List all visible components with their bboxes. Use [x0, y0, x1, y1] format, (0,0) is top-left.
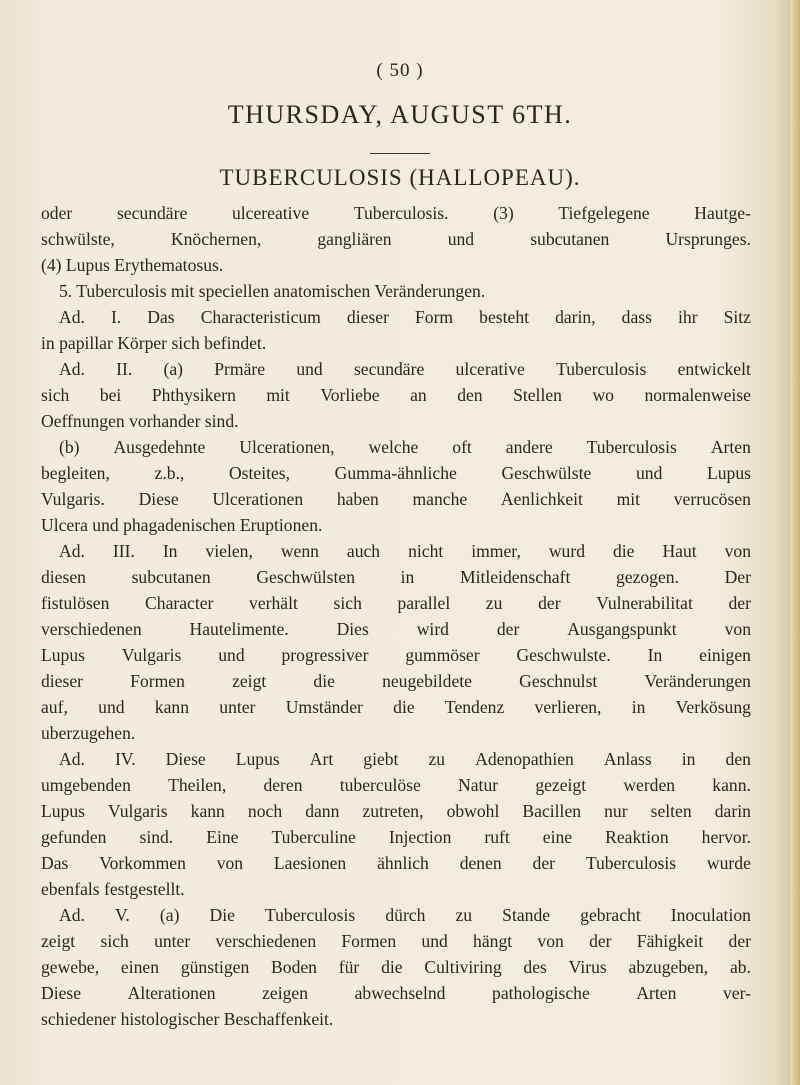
body-text: [41, 200, 751, 1032]
text-line: diesen subcutanen Geschwülsten in Mitleidenschaft gezogen. Der: [41, 567, 751, 587]
text-line: Oeffnungen vorhander sind.: [41, 411, 239, 431]
text-line: Ad. I. Das Characteristicum dieser Form besteht darin, dass ihr Sitz: [59, 307, 751, 327]
text-line: schiedener histologischer Beschaffenkeit.: [41, 1009, 334, 1029]
page-number: ( 50 ): [376, 60, 424, 81]
heading-divider: [370, 153, 430, 154]
text-line: Das Vorkommen von Laesionen ähnlich denen der Tuberculosis wurde: [41, 853, 751, 873]
text-line: fistulösen Character verhält sich parallel zu der Vulnerabilitat der: [41, 593, 751, 613]
text-line: auf, und kann unter Umständer die Tendenz verlieren, in Verkösung: [41, 697, 751, 717]
text-line: oder secundäre ulcereative Tuberculosis. (3) Tiefgelegene Hautge-: [41, 203, 751, 223]
text-line: gefunden sind. Eine Tuberculine Injection ruft eine Reaktion hervor.: [41, 827, 751, 847]
text-line: schwülste, Knöchernen, gangliären und subcutanen Ursprunges.: [41, 229, 751, 249]
text-line: Diese Alterationen zeigen abwechselnd pathologische Arten ver-: [41, 983, 751, 1003]
page-edge: [790, 0, 800, 1085]
text-line: Ad. V. (a) Die Tuberculosis dürch zu Stande gebracht Inoculation: [59, 905, 751, 925]
text-line: gewebe, einen günstigen Boden für die Cultiviring des Virus abzugeben, ab.: [41, 957, 751, 977]
text-line: zeigt sich unter verschiedenen Formen und hängt von der Fähigkeit der: [41, 931, 751, 951]
day-heading: THURSDAY, AUGUST 6TH.: [227, 100, 573, 129]
section-title: TUBERCULOSIS (HALLOPEAU).: [219, 165, 581, 190]
text-line: (4) Lupus Erythematosus.: [41, 255, 224, 275]
text-line: 5. Tuberculosis mit speciellen anatomischen Veränderungen.: [59, 281, 486, 301]
text-line: Lupus Vulgaris kann noch dann zutreten, obwohl Bacillen nur selten darin: [41, 801, 751, 821]
text-line: uberzugehen.: [41, 723, 136, 743]
text-line: Ad. II. (a) Prmäre und secundäre ulcerative Tuberculosis entwickelt: [59, 359, 751, 379]
text-line: Ulcera und phagadenischen Eruptionen.: [41, 515, 323, 535]
text-line: ebenfals festgestellt.: [41, 879, 185, 899]
text-line: dieser Formen zeigt die neugebildete Geschnulst Veränderungen: [41, 671, 751, 691]
text-line: umgebenden Theilen, deren tuberculöse Natur gezeigt werden kann.: [41, 775, 751, 795]
text-line: Vulgaris. Diese Ulcerationen haben manche Aenlichkeit mit verrucösen: [41, 489, 751, 509]
text-line: in papillar Körper sich befindet.: [41, 333, 267, 353]
text-line: sich bei Phthysikern mit Vorliebe an den Stellen wo normalenweise: [41, 385, 751, 405]
text-line: (b) Ausgedehnte Ulcerationen, welche oft andere Tuberculosis Arten: [59, 437, 751, 457]
text-line: begleiten, z.b., Osteites, Gumma-ähnliche Geschwülste und Lupus: [41, 463, 751, 483]
text-line: Ad. III. In vielen, wenn auch nicht immer, wurd die Haut von: [59, 541, 751, 561]
text-line: Ad. IV. Diese Lupus Art giebt zu Adenopathien Anlass in den: [59, 749, 751, 769]
text-line: verschiedenen Hautelimente. Dies wird der Ausgangspunkt von: [41, 619, 751, 639]
text-line: Lupus Vulgaris und progressiver gummöser Geschwulste. In einigen: [41, 645, 751, 665]
